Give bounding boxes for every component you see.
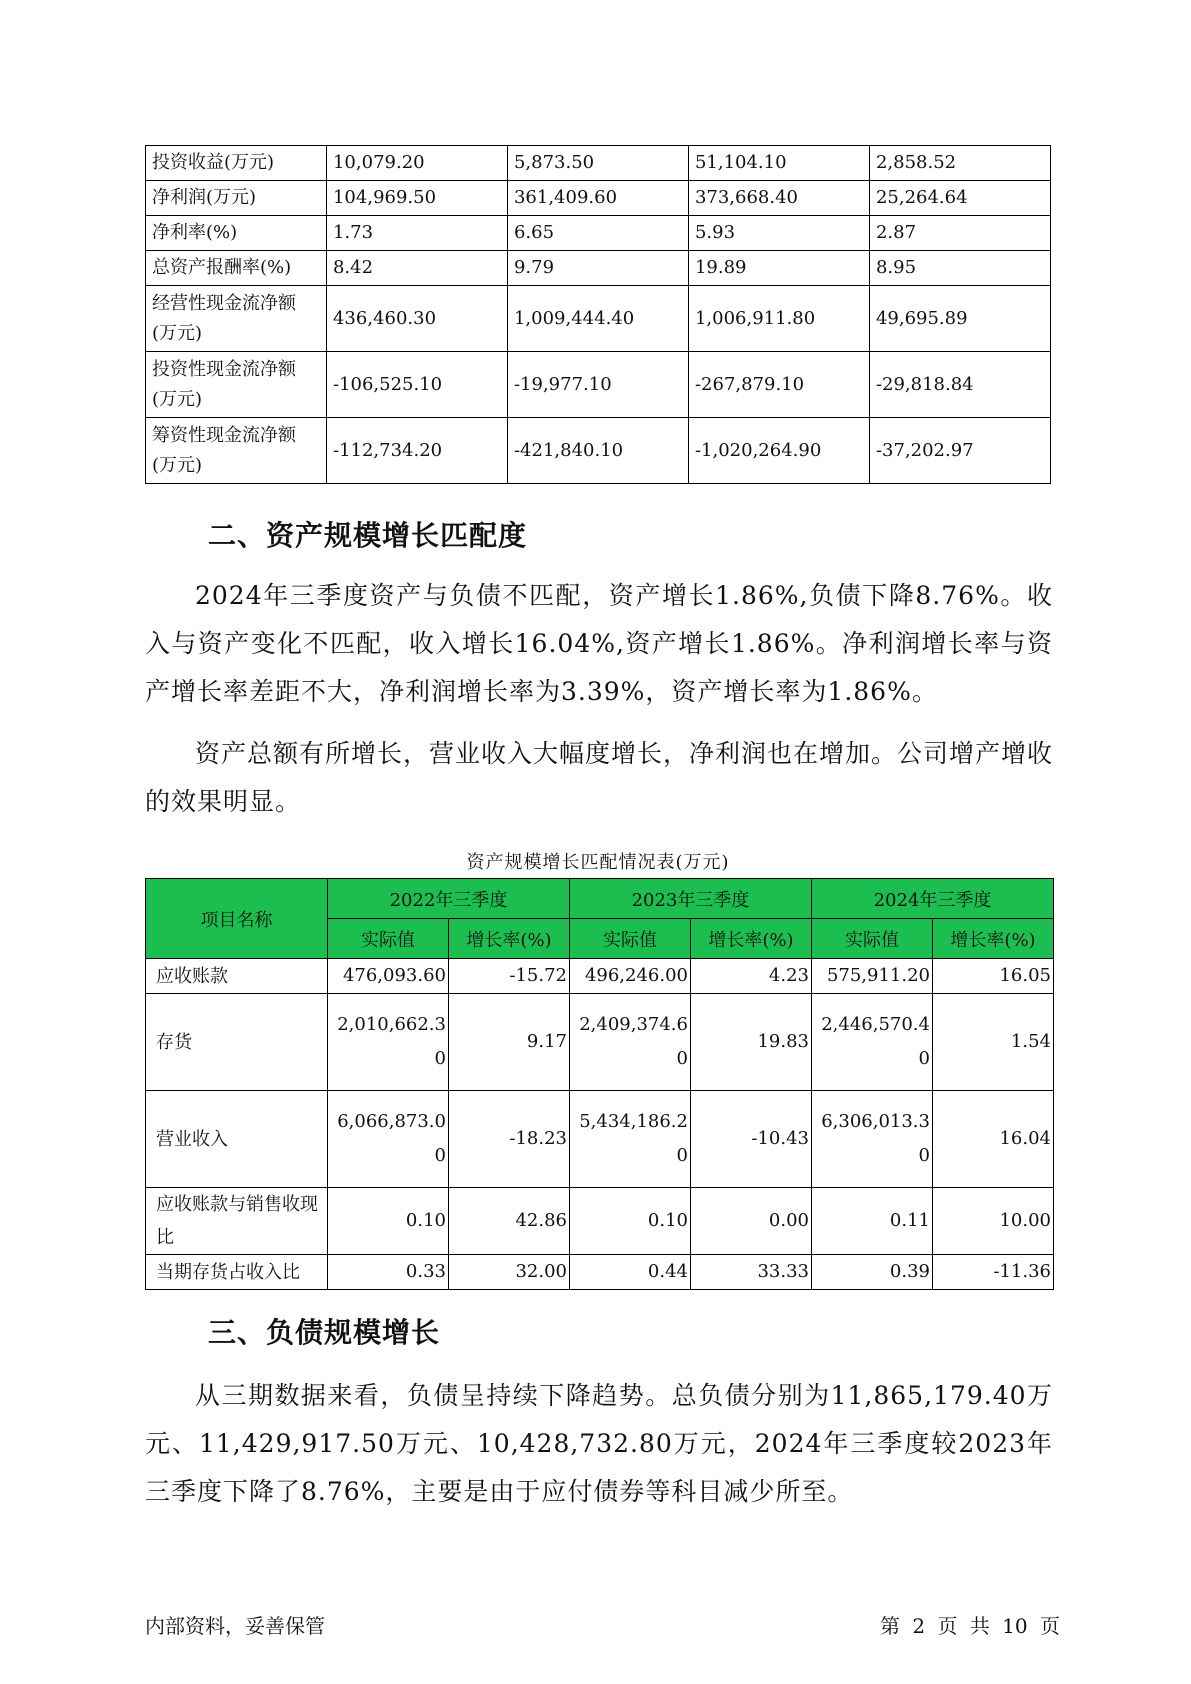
cell-value: -18.23 (449, 1091, 570, 1188)
cell-value: -37,202.97 (869, 418, 1050, 484)
cell-value: 9.79 (507, 251, 688, 286)
cell-value: 104,969.50 (326, 181, 507, 216)
cell-value: 1,006,911.80 (688, 286, 869, 352)
row-label: 应收账款与销售收现比 (146, 1188, 328, 1255)
table-row (146, 286, 1051, 352)
cell-value: 42.86 (449, 1188, 570, 1255)
cell-value: 51,104.10 (688, 146, 869, 181)
cell-value: 32.00 (449, 1255, 570, 1290)
table-row (146, 251, 1051, 286)
cell-value: 575,911.20 (812, 959, 933, 994)
cell-value: 436,460.30 (326, 286, 507, 352)
column-header: 增长率(%) (933, 919, 1054, 959)
cell-value: -15.72 (449, 959, 570, 994)
period-header: 2024年三季度 (812, 879, 1054, 919)
row-label: 投资收益(万元) (146, 146, 327, 181)
asset-growth-match-table (145, 878, 1054, 1290)
table-row (146, 1188, 1054, 1255)
body-paragraph: 从三期数据来看，负债呈持续下降趋势。总负债分别为11,865,179.40万元、11,429,917.50万元、10,428,732.80万元，2024年三季度较2023年三季度下降了8.76%，主要是由于应付债券等科目减少所至。 (145, 1381, 1053, 1506)
row-label: 筹资性现金流净额(万元) (146, 418, 327, 484)
cell-value: 6,306,013.30 (812, 1091, 933, 1188)
cell-value: 496,246.00 (570, 959, 691, 994)
table-row (146, 1255, 1054, 1290)
cell-value: 0.10 (328, 1188, 449, 1255)
table-row (146, 352, 1051, 418)
row-label: 应收账款 (146, 959, 328, 994)
cell-value: 8.42 (326, 251, 507, 286)
cell-value: -29,818.84 (869, 352, 1050, 418)
table-caption: 资产规模增长匹配情况表(万元) (466, 852, 730, 873)
cell-value: 8.95 (869, 251, 1050, 286)
page-number: 第 2 页 共 10 页 (880, 1614, 1060, 1638)
cell-value: 373,668.40 (688, 181, 869, 216)
footer-notice: 内部资料，妥善保管 (145, 1614, 325, 1638)
body-paragraph: 2024年三季度资产与负债不匹配，资产增长1.86%,负债下降8.76%。收入与资产变化不匹配，收入增长16.04%,资产增长1.86%。净利润增长率与资产增长率差距不大，净利润增长率为3.39%，资产增长率为1.86%。 (145, 581, 1053, 706)
cell-value: 16.04 (933, 1091, 1054, 1188)
header-row (146, 879, 1054, 919)
period-header: 2022年三季度 (328, 879, 570, 919)
row-label: 当期存货占收入比 (146, 1255, 328, 1290)
row-label: 存货 (146, 994, 328, 1091)
table-row (146, 994, 1054, 1091)
cell-value: 0.00 (691, 1188, 812, 1255)
section-heading: 二、资产规模增长匹配度 (208, 519, 528, 552)
cell-value: 2,446,570.40 (812, 994, 933, 1091)
cell-value: 9.17 (449, 994, 570, 1091)
column-header: 增长率(%) (449, 919, 570, 959)
column-header: 增长率(%) (691, 919, 812, 959)
cell-value: 1.73 (326, 216, 507, 251)
row-label: 营业收入 (146, 1091, 328, 1188)
cell-value: 5,434,186.20 (570, 1091, 691, 1188)
cell-value: 2.87 (869, 216, 1050, 251)
column-header: 项目名称 (146, 879, 328, 959)
cell-value: 0.44 (570, 1255, 691, 1290)
financial-indicators-table (145, 145, 1051, 484)
cell-value: 25,264.64 (869, 181, 1050, 216)
cell-value: -112,734.20 (326, 418, 507, 484)
cell-value: 361,409.60 (507, 181, 688, 216)
cell-value: 1.54 (933, 994, 1054, 1091)
cell-value: 0.33 (328, 1255, 449, 1290)
cell-value: 10,079.20 (326, 146, 507, 181)
body-paragraph: 资产总额有所增长，营业收入大幅度增长，净利润也在增加。公司增产增收的效果明显。 (145, 739, 1054, 816)
row-label: 净利率(%) (146, 216, 327, 251)
column-header: 实际值 (570, 919, 691, 959)
table-row (146, 216, 1051, 251)
row-label: 经营性现金流净额(万元) (146, 286, 327, 352)
cell-value: -10.43 (691, 1091, 812, 1188)
cell-value: -421,840.10 (507, 418, 688, 484)
row-label: 净利润(万元) (146, 181, 327, 216)
cell-value: 33.33 (691, 1255, 812, 1290)
cell-value: 1,009,444.40 (507, 286, 688, 352)
cell-value: 2,409,374.60 (570, 994, 691, 1091)
cell-value: 19.83 (691, 994, 812, 1091)
column-header: 实际值 (812, 919, 933, 959)
cell-value: 2,010,662.30 (328, 994, 449, 1091)
cell-value: -11.36 (933, 1255, 1054, 1290)
table-row (146, 418, 1051, 484)
row-label: 投资性现金流净额(万元) (146, 352, 327, 418)
table-row (146, 1091, 1054, 1188)
cell-value: -267,879.10 (688, 352, 869, 418)
cell-value: 6.65 (507, 216, 688, 251)
cell-value: 49,695.89 (869, 286, 1050, 352)
cell-value: 5,873.50 (507, 146, 688, 181)
column-header: 实际值 (328, 919, 449, 959)
cell-value: 16.05 (933, 959, 1054, 994)
cell-value: 0.11 (812, 1188, 933, 1255)
row-label: 总资产报酬率(%) (146, 251, 327, 286)
table-row (146, 181, 1051, 216)
section-heading: 三、负债规模增长 (208, 1316, 441, 1349)
cell-value: 2,858.52 (869, 146, 1050, 181)
cell-value: 5.93 (688, 216, 869, 251)
cell-value: -19,977.10 (507, 352, 688, 418)
cell-value: -106,525.10 (326, 352, 507, 418)
cell-value: 476,093.60 (328, 959, 449, 994)
table-row (146, 959, 1054, 994)
cell-value: -1,020,264.90 (688, 418, 869, 484)
cell-value: 6,066,873.00 (328, 1091, 449, 1188)
cell-value: 0.39 (812, 1255, 933, 1290)
cell-value: 10.00 (933, 1188, 1054, 1255)
table-row (146, 146, 1051, 181)
cell-value: 4.23 (691, 959, 812, 994)
cell-value: 0.10 (570, 1188, 691, 1255)
period-header: 2023年三季度 (570, 879, 812, 919)
cell-value: 19.89 (688, 251, 869, 286)
